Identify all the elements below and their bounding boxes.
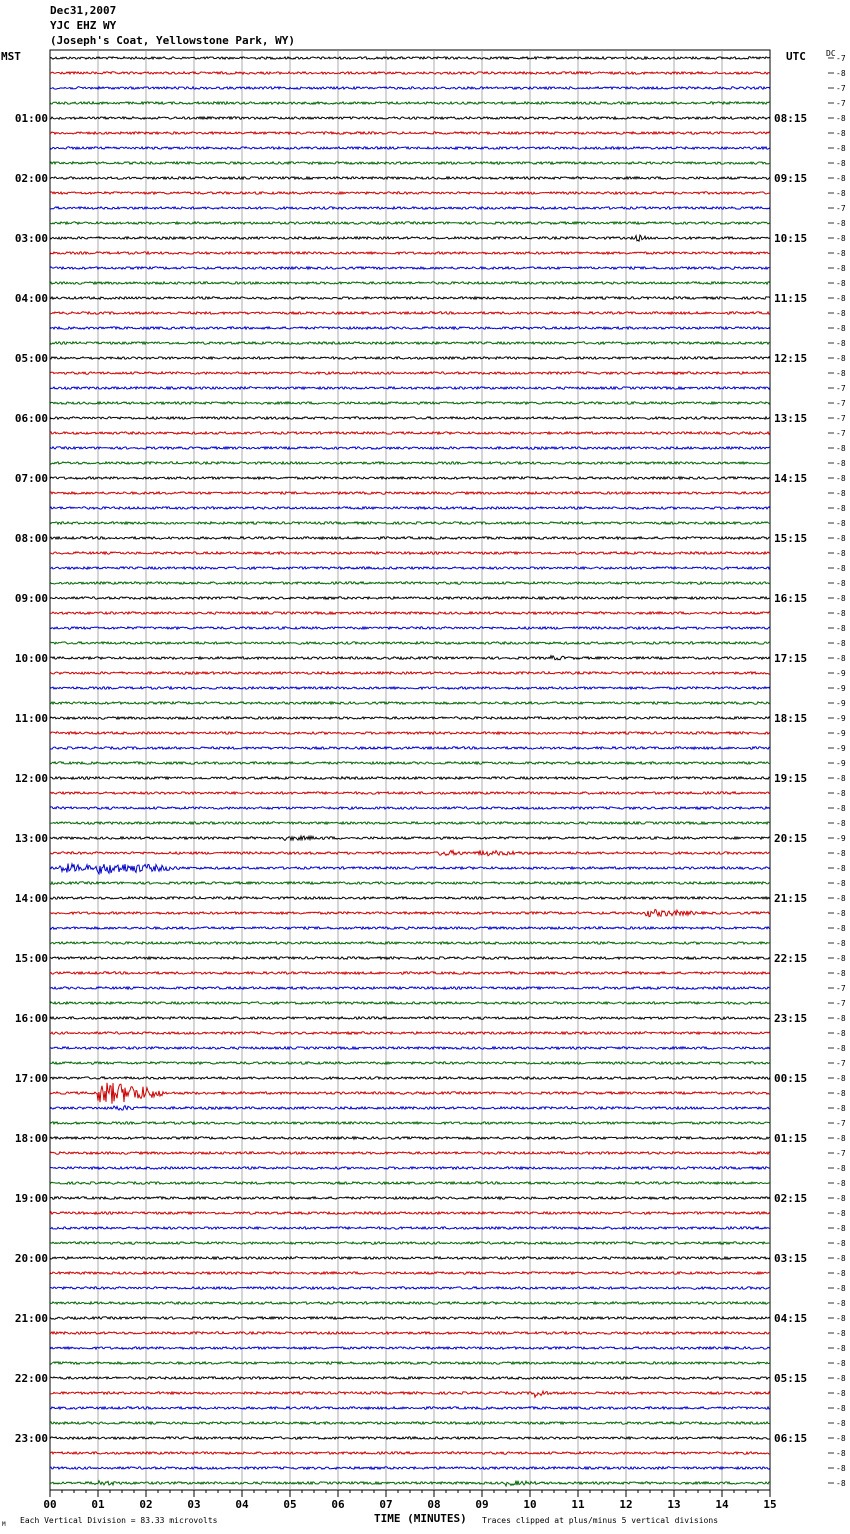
dc-offset-value: -8 <box>836 594 846 603</box>
seismic-trace <box>50 1347 770 1349</box>
hour-label-utc: 09:15 <box>774 172 808 185</box>
seismic-trace <box>50 1272 770 1274</box>
dc-offset-value: -8 <box>836 174 846 183</box>
seismic-trace <box>50 522 770 524</box>
hour-label-mst: 12:00 <box>14 772 48 785</box>
seismic-trace <box>50 162 770 164</box>
dc-label: DC <box>826 49 836 58</box>
dc-offset-value: -8 <box>836 504 846 513</box>
seismic-trace <box>50 117 770 119</box>
seismic-trace <box>50 910 770 917</box>
x-tick-label: 08 <box>427 1498 441 1511</box>
seismic-trace <box>50 1287 770 1289</box>
dc-offset-value: -8 <box>836 444 846 453</box>
hour-label-utc: 06:15 <box>774 1432 808 1445</box>
seismic-trace <box>50 672 770 674</box>
hour-label-utc: 02:15 <box>774 1192 808 1205</box>
seismic-trace <box>50 687 770 689</box>
seismic-trace <box>50 1377 770 1379</box>
dc-offset-value: -8 <box>836 129 846 138</box>
seismic-trace <box>50 1106 770 1111</box>
dc-offset-value: -8 <box>836 639 846 648</box>
hour-label-mst: 23:00 <box>14 1432 48 1445</box>
dc-offset-value: -8 <box>836 264 846 273</box>
seismic-trace <box>50 357 770 359</box>
dc-offset-value: -8 <box>836 939 846 948</box>
seismic-trace <box>50 1242 770 1244</box>
hour-label-mst: 07:00 <box>14 472 48 485</box>
dc-offset-value: -8 <box>836 144 846 153</box>
dc-offset-value: -8 <box>836 309 846 318</box>
hour-label-utc: 13:15 <box>774 412 808 425</box>
seismic-trace <box>50 987 770 989</box>
dc-offset-value: -8 <box>836 1089 846 1098</box>
seismic-trace <box>50 222 770 224</box>
x-tick-label: 11 <box>571 1498 585 1511</box>
seismic-trace <box>50 177 770 179</box>
right-timezone-label: UTC <box>786 50 806 63</box>
seismic-trace <box>50 462 770 464</box>
hour-label-mst: 11:00 <box>14 712 48 725</box>
hour-label-mst: 10:00 <box>14 652 48 665</box>
dc-offset-value: -8 <box>836 339 846 348</box>
dc-offset-value: -7 <box>836 429 846 438</box>
dc-offset-value: -8 <box>836 579 846 588</box>
dc-offset-value: -9 <box>836 669 846 678</box>
seismic-trace <box>50 1332 770 1334</box>
hour-label-mst: 04:00 <box>14 292 48 305</box>
seismic-trace <box>50 864 770 874</box>
dc-offset-value: -7 <box>836 84 846 93</box>
dc-offset-value: -8 <box>836 354 846 363</box>
seismic-trace <box>50 207 770 209</box>
seismic-trace <box>50 1032 770 1034</box>
seismic-trace <box>50 942 770 944</box>
seismic-trace <box>50 342 770 344</box>
seismic-trace <box>50 1137 770 1139</box>
dc-offset-value: -8 <box>836 1404 846 1413</box>
station-code: YJC EHZ WY <box>50 19 117 32</box>
dc-offset-value: -9 <box>836 759 846 768</box>
dc-offset-value: -8 <box>836 1224 846 1233</box>
dc-offset-value: -8 <box>836 1449 846 1458</box>
seismic-trace <box>50 567 770 569</box>
seismic-trace <box>50 1002 770 1004</box>
seismic-trace <box>50 1182 770 1184</box>
seismic-trace <box>50 132 770 134</box>
x-tick-label: 09 <box>475 1498 489 1511</box>
seismic-trace <box>50 1077 770 1079</box>
dc-offset-value: -9 <box>836 744 846 753</box>
dc-offset-value: -8 <box>836 879 846 888</box>
dc-offset-value: -7 <box>836 999 846 1008</box>
dc-offset-value: -8 <box>836 459 846 468</box>
seismic-trace <box>50 477 770 479</box>
dc-offset-value: -8 <box>836 564 846 573</box>
dc-offset-value: -8 <box>836 924 846 933</box>
dc-offset-value: -9 <box>836 729 846 738</box>
hour-label-utc: 14:15 <box>774 472 808 485</box>
hour-label-mst: 20:00 <box>14 1252 48 1265</box>
dc-offset-value: -8 <box>836 894 846 903</box>
dc-offset-value: -8 <box>836 1299 846 1308</box>
hour-label-utc: 04:15 <box>774 1312 808 1325</box>
dc-offset-value: -8 <box>836 219 846 228</box>
dc-offset-value: -8 <box>836 954 846 963</box>
dc-offset-value: -7 <box>836 204 846 213</box>
station-location: (Joseph's Coat, Yellowstone Park, WY) <box>50 34 296 47</box>
dc-offset-value: -8 <box>836 1074 846 1083</box>
seismic-trace <box>50 235 770 241</box>
x-tick-label: 06 <box>331 1498 345 1511</box>
x-tick-label: 12 <box>619 1498 633 1511</box>
dc-offset-value: -8 <box>836 234 846 243</box>
seismic-trace <box>50 552 770 554</box>
seismic-trace <box>50 1481 770 1486</box>
seismic-trace <box>50 927 770 929</box>
dc-offset-value: -9 <box>836 714 846 723</box>
seismic-trace <box>50 192 770 194</box>
seismic-trace <box>50 1467 770 1469</box>
hour-label-mst: 06:00 <box>14 412 48 425</box>
hour-label-mst: 18:00 <box>14 1132 48 1145</box>
dc-offset-value: -8 <box>836 1014 846 1023</box>
dc-offset-value: -8 <box>836 819 846 828</box>
dc-offset-value: -8 <box>836 774 846 783</box>
seismic-trace <box>50 87 770 89</box>
dc-offset-value: -8 <box>836 1209 846 1218</box>
dc-offset-value: -8 <box>836 474 846 483</box>
seismic-trace <box>50 537 770 539</box>
dc-offset-value: -8 <box>836 804 846 813</box>
hour-label-mst: 19:00 <box>14 1192 48 1205</box>
seismic-trace <box>50 762 770 764</box>
seismic-trace <box>50 656 770 660</box>
dc-offset-value: -8 <box>836 1464 846 1473</box>
seismic-trace <box>50 1083 770 1104</box>
dc-offset-value: -8 <box>836 189 846 198</box>
hour-label-utc: 16:15 <box>774 592 808 605</box>
seismic-trace <box>50 1062 770 1064</box>
hour-label-utc: 17:15 <box>774 652 808 665</box>
dc-offset-value: -8 <box>836 1044 846 1053</box>
dc-offset-value: -8 <box>836 654 846 663</box>
hour-label-mst: 01:00 <box>14 112 48 125</box>
dc-offset-value: -8 <box>836 1329 846 1338</box>
dc-offset-value: -8 <box>836 1029 846 1038</box>
dc-offset-value: -7 <box>836 984 846 993</box>
seismic-trace <box>50 102 770 104</box>
seismic-trace <box>50 612 770 614</box>
hour-label-mst: 21:00 <box>14 1312 48 1325</box>
dc-offset-value: -8 <box>836 489 846 498</box>
corner-mark: M <box>2 1521 6 1528</box>
dc-offset-value: -8 <box>836 1374 846 1383</box>
hour-label-mst: 17:00 <box>14 1072 48 1085</box>
seismic-trace <box>50 57 770 59</box>
seismic-trace <box>50 372 770 374</box>
dc-offset-value: -8 <box>836 864 846 873</box>
hour-label-utc: 00:15 <box>774 1072 808 1085</box>
hour-label-utc: 05:15 <box>774 1372 808 1385</box>
seismic-trace <box>50 312 770 314</box>
dc-offset-value: -7 <box>836 1119 846 1128</box>
seismic-trace <box>50 1152 770 1154</box>
hour-label-utc: 12:15 <box>774 352 808 365</box>
seismic-trace <box>50 1167 770 1169</box>
dc-offset-value: -8 <box>836 1479 846 1488</box>
dc-offset-value: -8 <box>836 969 846 978</box>
dc-offset-value: -8 <box>836 909 846 918</box>
scale-note: Each Vertical Division = 83.33 microvolts <box>20 1516 218 1525</box>
seismic-trace <box>50 1302 770 1304</box>
dc-offset-value: -9 <box>836 684 846 693</box>
seismic-trace <box>50 1047 770 1049</box>
seismic-trace <box>50 297 770 299</box>
hour-label-utc: 22:15 <box>774 952 808 965</box>
hour-label-utc: 18:15 <box>774 712 808 725</box>
seismic-trace <box>50 1227 770 1229</box>
hour-label-utc: 19:15 <box>774 772 808 785</box>
seismic-trace <box>50 1197 770 1199</box>
dc-offset-value: -8 <box>836 1434 846 1443</box>
left-timezone-label: MST <box>1 50 21 63</box>
x-tick-label: 14 <box>715 1498 729 1511</box>
dc-offset-value: -8 <box>836 1344 846 1353</box>
seismic-trace <box>50 642 770 644</box>
seismic-trace <box>50 836 770 840</box>
seismic-trace <box>50 897 770 899</box>
x-tick-label: 04 <box>235 1498 249 1511</box>
hour-label-utc: 01:15 <box>774 1132 808 1145</box>
x-tick-label: 13 <box>667 1498 681 1511</box>
seismic-trace <box>50 402 770 404</box>
hour-label-mst: 08:00 <box>14 532 48 545</box>
seismic-trace <box>50 1437 770 1439</box>
hour-label-mst: 03:00 <box>14 232 48 245</box>
dc-offset-value: -8 <box>836 624 846 633</box>
dc-offset-value: -8 <box>836 519 846 528</box>
seismic-trace <box>50 957 770 959</box>
hour-label-mst: 02:00 <box>14 172 48 185</box>
x-tick-label: 07 <box>379 1498 393 1511</box>
dc-offset-value: -8 <box>836 1194 846 1203</box>
hour-label-mst: 22:00 <box>14 1372 48 1385</box>
dc-offset-value: -8 <box>836 1179 846 1188</box>
dc-offset-value: -8 <box>836 1134 846 1143</box>
hour-label-utc: 08:15 <box>774 112 808 125</box>
seismic-trace <box>50 732 770 734</box>
seismic-trace <box>50 627 770 629</box>
seismic-trace <box>50 417 770 419</box>
hour-label-utc: 20:15 <box>774 832 808 845</box>
hour-label-utc: 10:15 <box>774 232 808 245</box>
seismic-trace <box>50 507 770 509</box>
dc-offset-value: -8 <box>836 114 846 123</box>
hour-label-utc: 03:15 <box>774 1252 808 1265</box>
dc-offset-value: -8 <box>836 1104 846 1113</box>
seismic-trace <box>50 1317 770 1319</box>
dc-offset-value: -8 <box>836 324 846 333</box>
seismic-trace <box>50 702 770 704</box>
seismic-trace <box>50 582 770 584</box>
hour-label-mst: 16:00 <box>14 1012 48 1025</box>
hour-label-utc: 11:15 <box>774 292 808 305</box>
x-tick-label: 10 <box>523 1498 537 1511</box>
dc-offset-value: -8 <box>836 1269 846 1278</box>
dc-offset-value: -7 <box>836 1149 846 1158</box>
seismic-trace <box>50 972 770 974</box>
hour-label-mst: 15:00 <box>14 952 48 965</box>
seismic-trace <box>50 792 770 794</box>
dc-offset-value: -8 <box>836 1164 846 1173</box>
x-tick-label: 03 <box>187 1498 201 1511</box>
seismic-trace <box>50 1212 770 1214</box>
seismic-trace <box>50 882 770 884</box>
dc-offset-value: -8 <box>836 1359 846 1368</box>
seismic-trace <box>50 1391 770 1397</box>
dc-offset-value: -8 <box>836 69 846 78</box>
seismic-trace <box>50 252 770 254</box>
dc-offset-value: -7 <box>836 1059 846 1068</box>
dc-offset-value: -8 <box>836 1284 846 1293</box>
hour-label-utc: 23:15 <box>774 1012 808 1025</box>
seismic-trace <box>50 1017 770 1019</box>
dc-offset-value: -8 <box>836 279 846 288</box>
seismic-trace <box>50 1257 770 1259</box>
seismic-trace <box>50 282 770 284</box>
dc-offset-value: -8 <box>836 1314 846 1323</box>
dc-offset-value: -8 <box>836 1254 846 1263</box>
seismic-trace <box>50 747 770 749</box>
dc-offset-value: -8 <box>836 849 846 858</box>
x-tick-label: 15 <box>763 1498 777 1511</box>
seismic-trace <box>50 492 770 494</box>
hour-label-mst: 09:00 <box>14 592 48 605</box>
seismic-trace <box>50 1422 770 1424</box>
x-tick-label: 05 <box>283 1498 297 1511</box>
seismic-trace <box>50 822 770 824</box>
seismic-trace <box>50 387 770 389</box>
seismic-trace <box>50 1362 770 1364</box>
dc-offset-value: -8 <box>836 369 846 378</box>
seismic-trace <box>50 717 770 719</box>
dc-offset-value: -7 <box>836 54 846 63</box>
seismic-trace <box>50 447 770 449</box>
hour-label-utc: 15:15 <box>774 532 808 545</box>
seismic-trace <box>50 777 770 779</box>
x-tick-label: 01 <box>91 1498 105 1511</box>
dc-offset-value: -8 <box>836 609 846 618</box>
dc-offset-value: -8 <box>836 1239 846 1248</box>
seismic-trace <box>50 850 770 855</box>
seismic-trace <box>50 1452 770 1454</box>
dc-offset-value: -8 <box>836 549 846 558</box>
hour-label-mst: 13:00 <box>14 832 48 845</box>
dc-offset-value: -7 <box>836 99 846 108</box>
hour-label-mst: 05:00 <box>14 352 48 365</box>
dc-offset-value: -9 <box>836 834 846 843</box>
dc-offset-value: -8 <box>836 159 846 168</box>
x-axis-title: TIME (MINUTES) <box>374 1512 467 1525</box>
seismic-trace <box>50 72 770 74</box>
seismic-trace <box>50 597 770 599</box>
dc-offset-value: -7 <box>836 384 846 393</box>
dc-offset-value: -8 <box>836 534 846 543</box>
seismic-trace <box>50 327 770 329</box>
dc-offset-value: -7 <box>836 414 846 423</box>
seismic-trace <box>50 432 770 434</box>
x-tick-label: 02 <box>139 1498 153 1511</box>
hour-label-utc: 21:15 <box>774 892 808 905</box>
seismic-trace <box>50 267 770 269</box>
x-tick-label: 00 <box>43 1498 57 1511</box>
dc-offset-value: -8 <box>836 1419 846 1428</box>
dc-offset-value: -9 <box>836 699 846 708</box>
clip-note: Traces clipped at plus/minus 5 vertical divisions <box>482 1516 719 1525</box>
seismic-trace <box>50 147 770 149</box>
dc-offset-value: -8 <box>836 294 846 303</box>
dc-offset-value: -8 <box>836 1389 846 1398</box>
seismic-trace <box>50 1122 770 1124</box>
seismic-trace <box>50 1407 770 1409</box>
dc-offset-value: -8 <box>836 249 846 258</box>
dc-offset-value: -7 <box>836 399 846 408</box>
chart-date: Dec31,2007 <box>50 4 117 17</box>
dc-offset-value: -8 <box>836 789 846 798</box>
seismic-trace <box>50 807 770 809</box>
hour-label-mst: 14:00 <box>14 892 48 905</box>
